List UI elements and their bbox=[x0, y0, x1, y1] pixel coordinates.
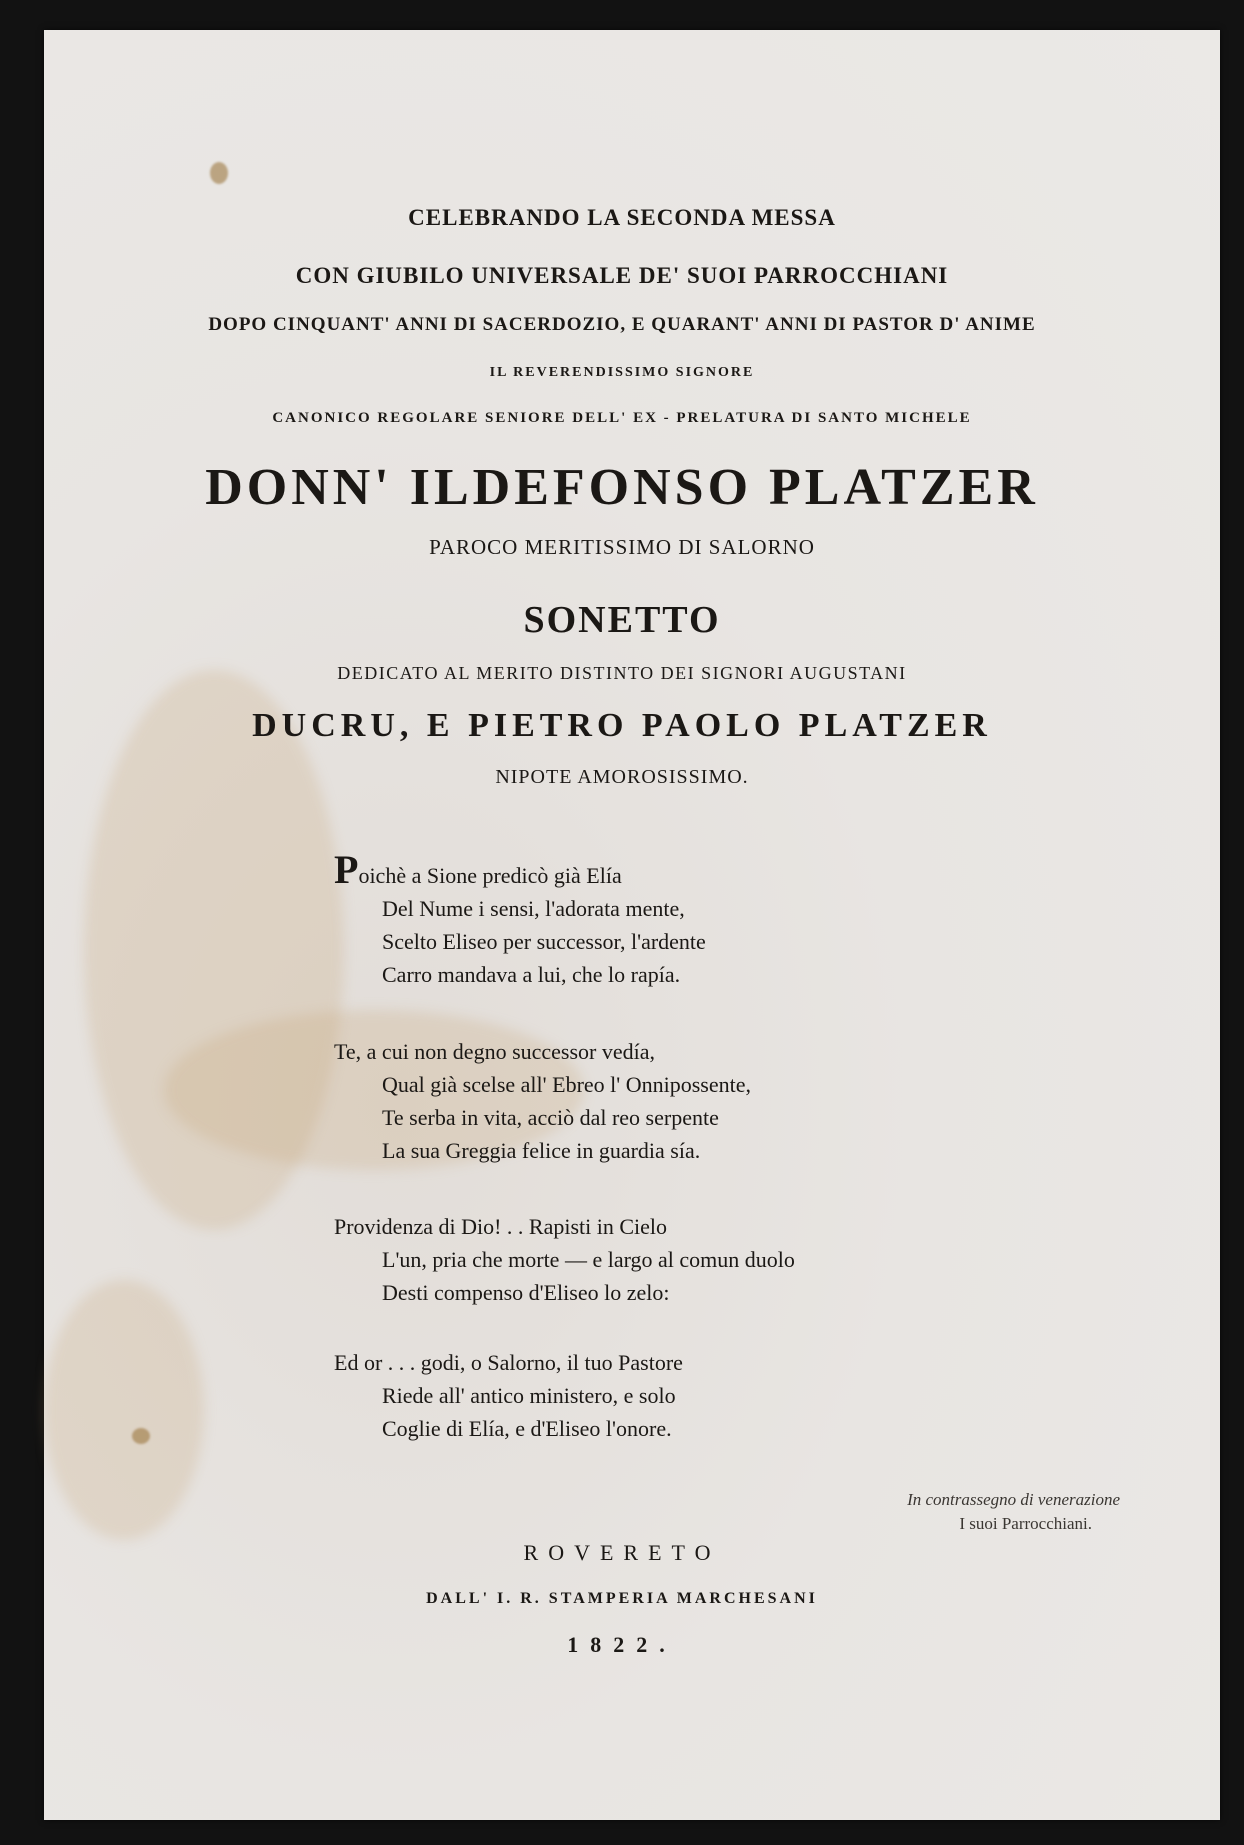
header-line-2: CON GIUBILO UNIVERSALE DE' SUOI PARROCCHIANI bbox=[295, 263, 949, 288]
drop-cap: P bbox=[334, 847, 359, 892]
water-stain bbox=[44, 1280, 204, 1540]
poem-line: Qual già scelse all' Ebreo l' Onnipossente, bbox=[382, 1072, 751, 1097]
poem-stanza-3 bbox=[334, 1210, 795, 1309]
poem-stanza-2 bbox=[334, 1035, 751, 1167]
poem-line: Desti compenso d'Eliseo lo zelo: bbox=[382, 1280, 670, 1305]
signature-line-2: I suoi Parrocchiani. bbox=[959, 1514, 1092, 1533]
foxing-spot bbox=[132, 1428, 150, 1444]
poem-line: Te, a cui non degno successor vedía, bbox=[334, 1039, 656, 1064]
poem-line: Del Nume i sensi, l'adorata mente, bbox=[382, 896, 685, 921]
dedicatees-line: DUCRU, E PIETRO PAOLO PLATZER bbox=[252, 707, 992, 744]
foxing-spot bbox=[210, 162, 228, 184]
header-line-1: CELEBRANDO LA SECONDA MESSA bbox=[408, 205, 836, 230]
poem-line: L'un, pria che morte — e largo al comun duolo bbox=[382, 1247, 795, 1272]
poem-line-text: oichè a Sione predicò già Elía bbox=[358, 863, 622, 888]
poem-line: Providenza di Dio! . . Rapisti in Cielo bbox=[334, 1214, 668, 1239]
poem-line: Coglie di Elía, e d'Eliseo l'onore. bbox=[382, 1416, 672, 1441]
poem-line: Riede all' antico ministero, e solo bbox=[382, 1383, 676, 1408]
poem-line: Carro mandava a lui, che lo rapía. bbox=[382, 962, 681, 987]
sonetto-title: SONETTO bbox=[523, 599, 721, 641]
imprint-year: 1822. bbox=[567, 1632, 677, 1657]
poem-line: Scelto Eliseo per successor, l'ardente bbox=[382, 929, 706, 954]
header-line-4: IL REVERENDISSIMO SIGNORE bbox=[489, 365, 755, 380]
header-line-3: DOPO CINQUANT' ANNI DI SACERDOZIO, E QUARANT' ANNI DI PASTOR D' ANIME bbox=[208, 314, 1036, 335]
poem-line: Te serba in vita, acciò dal reo serpente bbox=[382, 1105, 719, 1130]
poem-line: La sua Greggia felice in guardia sía. bbox=[382, 1138, 701, 1163]
poem-line bbox=[334, 847, 706, 892]
poem-stanza-1 bbox=[334, 847, 706, 991]
signature-line-1: In contrassegno di venerazione bbox=[907, 1490, 1120, 1509]
honoree-name: DONN' ILDEFONSO PLATZER bbox=[205, 459, 1039, 516]
poem-line: Ed or . . . godi, o Salorno, il tuo Pastore bbox=[334, 1350, 683, 1375]
honoree-role: PAROCO MERITISSIMO DI SALORNO bbox=[429, 535, 815, 559]
nephew-line: NIPOTE AMOROSISSIMO. bbox=[495, 766, 749, 788]
poem-stanza-4 bbox=[334, 1346, 683, 1445]
header-line-5: CANONICO REGOLARE SENIORE DELL' EX - PRELATURA DI SANTO MICHELE bbox=[272, 410, 972, 426]
dedication-line: DEDICATO AL MERITO DISTINTO DEI SIGNORI AUGUSTANI bbox=[337, 663, 907, 683]
imprint-city: ROVERETO bbox=[523, 1540, 721, 1565]
imprint-printer: DALL' I. R. STAMPERIA MARCHESANI bbox=[426, 1590, 818, 1607]
signature-block bbox=[907, 1488, 1120, 1536]
